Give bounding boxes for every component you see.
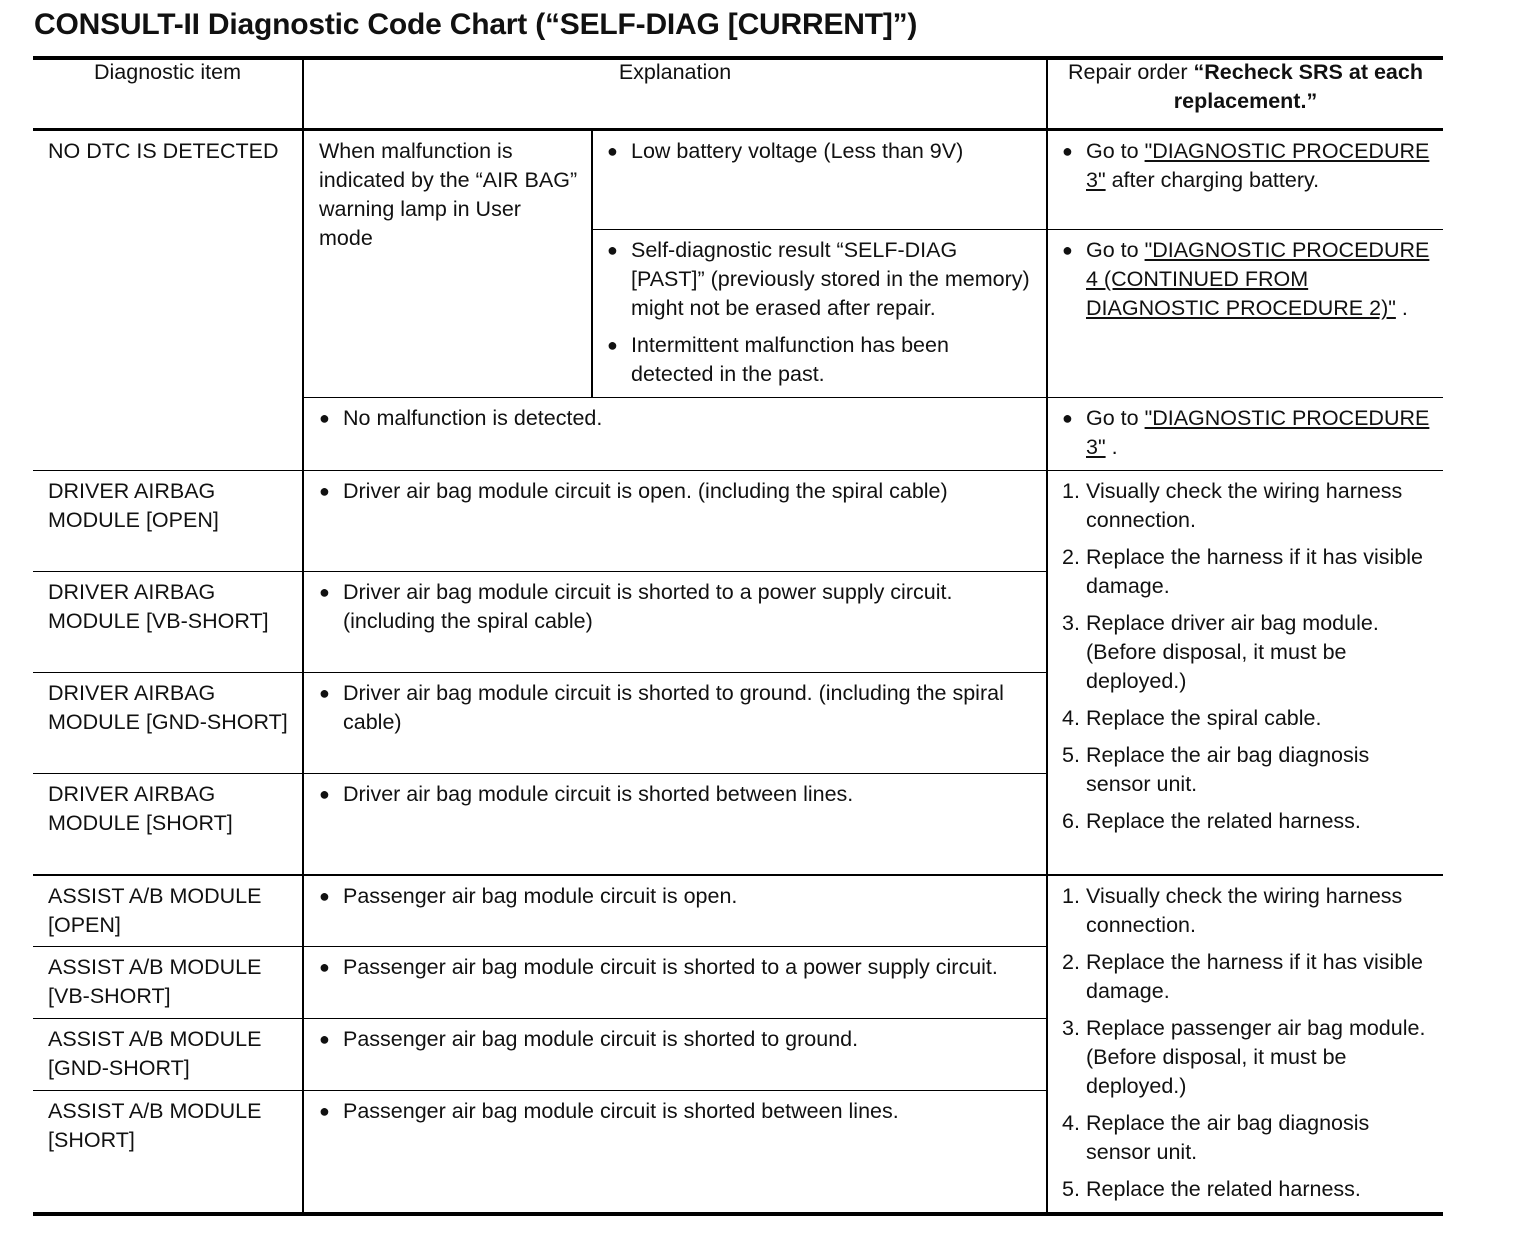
explanation-text: Low battery voltage (Less than 9V) xyxy=(631,139,964,163)
explanation-cell xyxy=(303,471,1047,572)
explanation-text: Passenger air bag module circuit is shorted between lines. xyxy=(343,1099,899,1123)
explanation-text: Passenger air bag module circuit is shorted to ground. xyxy=(343,1027,859,1051)
bullet-icon: ● xyxy=(319,1101,330,1121)
link-diagnostic-procedure-3[interactable]: "DIAGNOSTIC PROCEDURE 3" xyxy=(1086,139,1430,192)
table-row xyxy=(33,130,1443,230)
bullet-icon: ● xyxy=(1062,240,1073,260)
bottom-rule xyxy=(33,1212,1443,1216)
explanation-text: Self-diagnostic result “SELF-DIAG [PAST]” (previously stored in the memory) might not be erased after repair. xyxy=(631,238,1030,320)
bullet-icon: ● xyxy=(319,582,330,602)
explanation-cell xyxy=(303,875,1047,947)
explanation-text: Driver air bag module circuit is open. (including the spiral cable) xyxy=(343,479,948,503)
bullet-icon: ● xyxy=(607,335,618,355)
explanation-text: Passenger air bag module circuit is shorted to a power supply circuit. xyxy=(343,955,998,979)
bullet-icon: ● xyxy=(1062,408,1073,428)
list-item: 2. Replace the harness if it has visible damage. xyxy=(1062,545,1424,598)
diag-item-assist-short: ASSIST A/B MODULE [SHORT] xyxy=(33,1091,303,1212)
bullet-icon: ● xyxy=(319,784,330,804)
explanation-text: Driver air bag module circuit is shorted to a power supply circuit. (including the spiral cable) xyxy=(343,580,953,633)
no-dtc-sub1-repair xyxy=(1047,130,1443,230)
diag-item-assist-vb-short: ASSIST A/B MODULE [VB-SHORT] xyxy=(33,947,303,1019)
diag-item-assist-open: ASSIST A/B MODULE [OPEN] xyxy=(33,875,303,947)
no-dtc-sub3-repair xyxy=(1047,398,1443,471)
repair-suffix: after charging battery. xyxy=(1111,168,1320,192)
explanation-text: No malfunction is detected. xyxy=(343,406,603,430)
header-repair-bold: “Recheck SRS at each replacement.” xyxy=(1173,60,1423,113)
explanation-cell xyxy=(303,1091,1047,1212)
diag-item-driver-short: DRIVER AIRBAG MODULE [SHORT] xyxy=(33,774,303,875)
bullet-icon: ● xyxy=(319,957,330,977)
repair-goto: Go to xyxy=(1086,139,1139,163)
no-dtc-sub1-explanation xyxy=(592,130,1047,230)
table-row xyxy=(33,471,1443,572)
no-dtc-condition: When malfunction is indicated by the “AIR BAG” warning lamp in User mode xyxy=(303,130,592,398)
table-header-row xyxy=(33,58,1443,130)
list-item: 5. Replace the related harness. xyxy=(1062,1176,1361,1201)
no-dtc-sub2-repair xyxy=(1047,230,1443,398)
page-title: CONSULT-II Diagnostic Code Chart (“SELF-DIAG [CURRENT]”) xyxy=(34,8,918,41)
header-diagnostic-item: Diagnostic item xyxy=(33,58,303,130)
diag-item-no-dtc: NO DTC IS DETECTED xyxy=(48,139,279,163)
bullet-icon: ● xyxy=(607,141,618,161)
header-explanation: Explanation xyxy=(303,58,1047,130)
bullet-icon: ● xyxy=(319,408,330,428)
list-item: 4. Replace the spiral cable. xyxy=(1062,706,1322,730)
repair-goto: Go to xyxy=(1086,238,1139,262)
list-item: 1. Visually check the wiring harness connection. xyxy=(1062,479,1403,532)
bullet-icon: ● xyxy=(1062,141,1073,161)
bullet-icon: ● xyxy=(319,481,330,501)
list-item: 5. Replace the air bag diagnosis sensor unit. xyxy=(1062,743,1370,796)
explanation-text: Passenger air bag module circuit is open. xyxy=(343,883,738,908)
repair-suffix: . xyxy=(1401,296,1408,320)
bullet-icon: ● xyxy=(607,240,618,260)
header-repair-prefix: Repair order xyxy=(1068,60,1188,84)
explanation-cell xyxy=(303,774,1047,875)
driver-repair-steps xyxy=(1047,471,1443,875)
list-item: 1. Visually check the wiring harness connection. xyxy=(1062,883,1403,937)
link-diagnostic-procedure-3[interactable]: "DIAGNOSTIC PROCEDURE 3" xyxy=(1086,406,1430,459)
bullet-icon: ● xyxy=(319,683,330,703)
header-repair-order xyxy=(1047,58,1443,130)
list-item: 6. Replace the related harness. xyxy=(1062,809,1361,833)
diag-item-driver-gnd-short: DRIVER AIRBAG MODULE [GND-SHORT] xyxy=(33,673,303,774)
diag-item-driver-open: DRIVER AIRBAG MODULE [OPEN] xyxy=(33,471,303,572)
list-item: 3. Replace driver air bag module. (Before disposal, it must be deployed.) xyxy=(1062,611,1379,693)
no-dtc-sub3-explanation xyxy=(303,398,1047,471)
explanation-cell xyxy=(303,673,1047,774)
explanation-text: Driver air bag module circuit is shorted to ground. (including the spiral cable) xyxy=(343,681,1004,734)
diagnostic-code-table xyxy=(33,58,1443,1212)
explanation-cell xyxy=(303,947,1047,1019)
list-item: 2. Replace the harness if it has visible damage. xyxy=(1062,949,1424,1003)
table-row xyxy=(33,875,1443,947)
bullet-icon: ● xyxy=(319,1029,330,1049)
explanation-text: Intermittent malfunction has been detected in the past. xyxy=(631,333,949,386)
repair-goto: Go to xyxy=(1086,406,1139,430)
explanation-text: Driver air bag module circuit is shorted between lines. xyxy=(343,782,854,806)
explanation-cell xyxy=(303,1019,1047,1091)
diag-item-driver-vb-short: DRIVER AIRBAG MODULE [VB-SHORT] xyxy=(33,572,303,673)
repair-suffix: . xyxy=(1111,435,1118,459)
bullet-icon: ● xyxy=(319,885,330,906)
list-item: 4. Replace the air bag diagnosis sensor unit. xyxy=(1062,1110,1370,1164)
explanation-cell xyxy=(303,572,1047,673)
link-diagnostic-procedure-4[interactable]: "DIAGNOSTIC PROCEDURE 4 (CONTINUED FROM DIAGNOSTIC PROCEDURE 2)" xyxy=(1086,238,1430,320)
assist-repair-steps xyxy=(1047,875,1443,1212)
list-item: 3. Replace passenger air bag module. (Before disposal, it must be deployed.) xyxy=(1062,1015,1426,1098)
diag-item-assist-gnd-short: ASSIST A/B MODULE [GND-SHORT] xyxy=(33,1019,303,1091)
no-dtc-sub2-explanation xyxy=(592,230,1047,398)
